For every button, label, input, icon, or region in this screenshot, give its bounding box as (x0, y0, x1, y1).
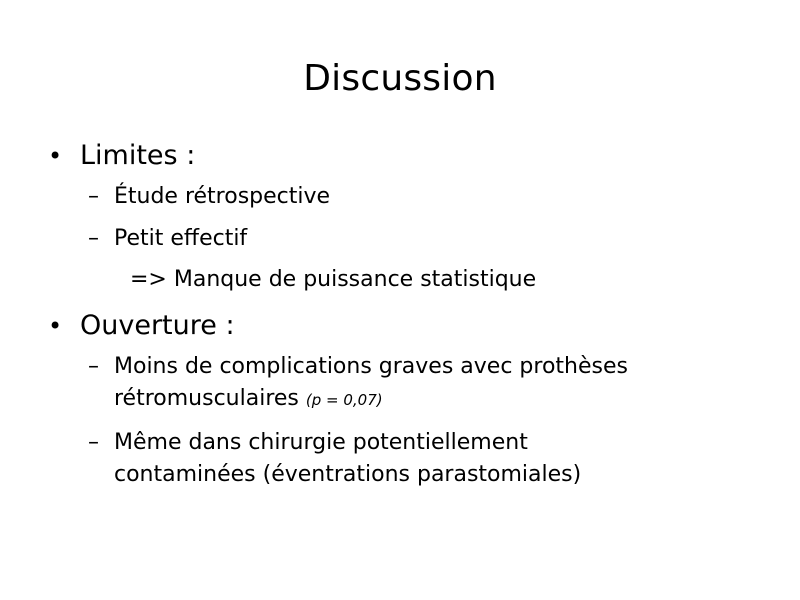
slide-title: Discussion (303, 58, 497, 99)
dash-marker: – (88, 226, 99, 251)
note-puissance: => Manque de puissance statistique (130, 267, 537, 292)
p-value: (p = 0,07) (305, 391, 383, 409)
sub-item-line2: contaminées (éventrations parastomiales) (114, 462, 582, 487)
bullet-limites (48, 139, 195, 173)
dash-marker: – (88, 430, 99, 455)
bullet-label-ouverture: Ouverture : (80, 310, 235, 341)
sub-item-etude (88, 181, 768, 213)
sub-item-contaminees (88, 427, 768, 491)
bullet-label-limites: Limites : (80, 140, 196, 171)
sub-item-line1: Même dans chirurgie potentiellement (114, 430, 528, 455)
sub-item-line2: rétromusculaires (114, 386, 299, 411)
sub-item-effectif (88, 223, 768, 255)
bullet-ouverture (48, 309, 235, 343)
dash-marker: – (88, 184, 99, 209)
sub-item-text (114, 427, 768, 491)
sub-item-text: Étude rétrospective (114, 184, 331, 209)
bullet-dot: • (48, 142, 63, 170)
sub-item-text (114, 351, 768, 416)
sub-item-text: Petit effectif (114, 226, 248, 251)
sub-item-line1: Moins de complications graves avec prothèses (114, 354, 628, 379)
sub-item-complications (88, 351, 768, 416)
dash-marker: – (88, 354, 99, 379)
bullet-dot: • (48, 312, 63, 340)
